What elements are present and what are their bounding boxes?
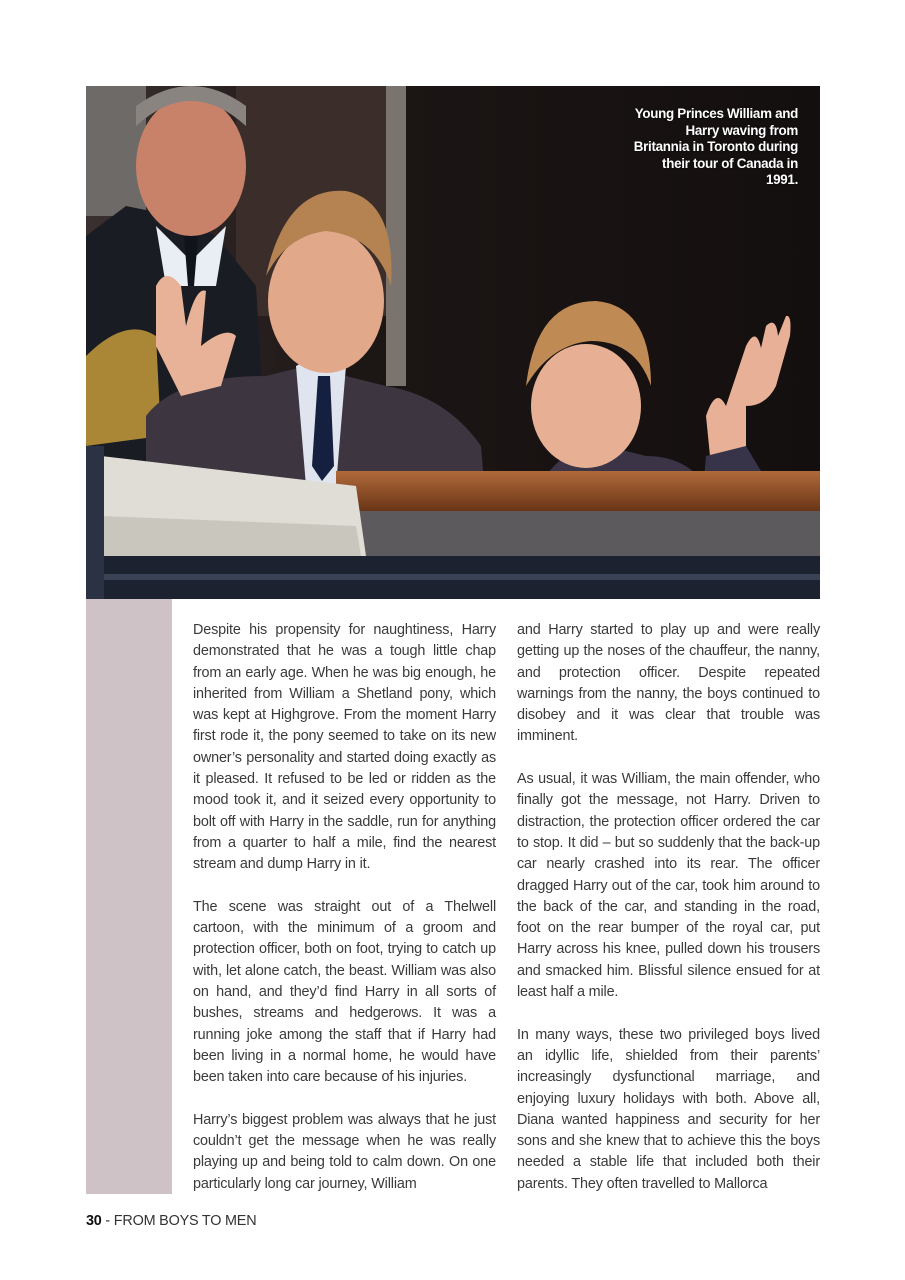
paragraph: and Harry started to play up and were really getting up the noses of the chauffeur, the nanny, and protection officer. Despite repeated warnings from the nanny, the boys continued to disobey and it was clear that trouble was imminent. [517, 622, 820, 745]
photo-caption: Young Princes William and Harry waving from Britannia in Toronto during their tour of Canada in 1991. [633, 106, 798, 188]
paragraph: As usual, it was William, the main offender, who finally got the message, not Harry. Driven to distraction, the protection officer ordered the car to stop. It did – but so suddenly that the back-up car nearly crashed into its rear. The officer dragged Harry out of the car, took him around to the back of the car, and standing in the road, foot on the rear bumper of the royal car, put Harry across his knee, pulled down his trousers and smacked him. Blissful silence ensued for at least half a mile. [517, 771, 820, 1001]
page-footer [86, 1213, 256, 1229]
page-number: 30 [86, 1213, 102, 1229]
article-column-left [193, 620, 496, 1195]
article-photo [86, 86, 820, 599]
section-title: - FROM BOYS TO MEN [105, 1213, 257, 1229]
paragraph: Harry’s biggest problem was always that he just couldn’t get the message when he was really playing up and being told to calm down. On one particularly long car journey, William [193, 1111, 496, 1192]
paragraph: In many ways, these two privileged boys lived an idyllic life, shielded from their parents’ increasingly dysfunctional marriage, and enjoying luxury holidays with both. Above all, Diana wanted happiness and security for her sons and she knew that to achieve this the boys needed a stable life that included both their parents. They often travelled to Mallorca [517, 1026, 820, 1192]
article-column-right [517, 620, 820, 1195]
paragraph: Despite his propensity for naughtiness, Harry demonstrated that he was a tough little chap from an early age. When he was big enough, he inherited from William a Shetland pony, which was kept at Highgrove. From the moment Harry first rode it, the pony seemed to take on its new owner’s personality and started doing exactly as it pleased. It refused to be led or ridden as the mood took it, and it seized every opportunity to bolt off with Harry in the saddle, run for anything from a quarter to half a mile, find the nearest stream and dump Harry in it. [193, 622, 496, 873]
sidebar-accent-bar [86, 599, 172, 1194]
paragraph: The scene was straight out of a Thelwell cartoon, with the minimum of a groom and protection officer, both on foot, trying to catch up with, let alone catch, the beast. William was also on hand, and they’d find Harry in all sorts of bushes, streams and hedgerows. It was a running joke among the staff that if Harry had been living in a normal home, he would have been taken into care because of his injuries. [193, 898, 496, 1086]
